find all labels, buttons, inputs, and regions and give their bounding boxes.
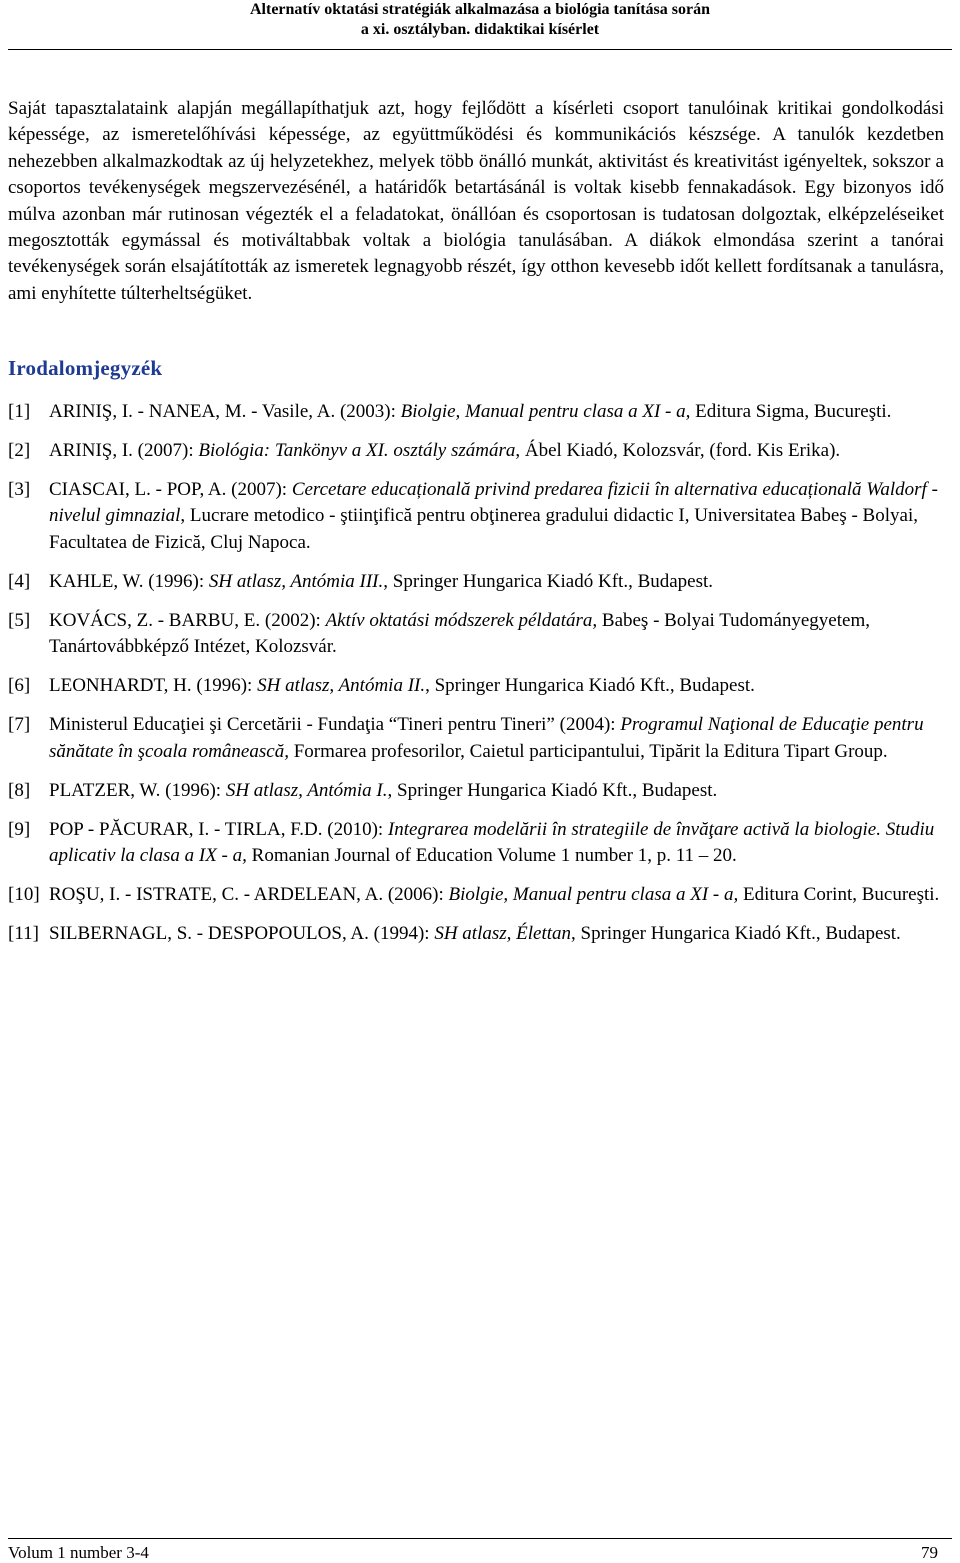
reference-text: KOVÁCS, Z. - BARBU, E. (2002): Aktív oktatási módszerek példatára, Babeş - Bolyai Tudományegyetem, Tanártovábbképző Intézet, Kolozsvár. <box>49 609 870 658</box>
reference-text: Ministerul Educaţiei şi Cercetării - Fundaţia “Tineri pentru Tineri” (2004): Programul Naţional de Educaţie pentru sănătate în şcoala românească, Formarea profesorilor, Caietul participantului, Tipărit la Editura Tipart Group. <box>49 714 924 762</box>
references-heading: Irodalomjegyzék <box>8 356 163 380</box>
reference-item <box>8 438 944 464</box>
reference-text: ARINIŞ, I. (2007): Biológia: Tankönyv a XI. osztály számára, Ábel Kiadó, Kolozsvár, (ford. Kis Erika). <box>49 440 841 461</box>
reference-item <box>8 673 944 699</box>
reference-item <box>8 569 944 595</box>
header-title-line1: Alternatív oktatási stratégiák alkalmazása a biológia tanítása során <box>250 1 710 18</box>
header-title-line2: a xi. osztályban. didaktikai kísérlet <box>360 21 600 38</box>
reference-text: ARINIŞ, I. - NANEA, M. - Vasile, A. (2003): Biolgie, Manual pentru clasa a XI - a, Editura Sigma, Bucureşti. <box>49 401 892 422</box>
reference-item <box>8 477 944 556</box>
reference-number: [3] <box>8 479 31 500</box>
page-number: 79 <box>921 1543 938 1562</box>
reference-item <box>8 712 944 765</box>
running-header <box>0 0 960 52</box>
reference-number: [5] <box>8 609 31 631</box>
reference-number: [11] <box>8 923 39 945</box>
reference-number: [8] <box>8 779 31 801</box>
reference-item <box>8 817 944 870</box>
reference-text: PLATZER, W. (1996): SH atlasz, Antómia I., Springer Hungarica Kiadó Kft., Budapest. <box>49 779 718 801</box>
reference-list <box>8 399 944 960</box>
reference-number: [1] <box>8 401 31 422</box>
reference-text: SILBERNAGL, S. - DESPOPOULOS, A. (1994): SH atlasz, Élettan, Springer Hungarica Kiadó Kft., Budapest. <box>49 923 901 945</box>
reference-item <box>8 608 944 661</box>
reference-number: [4] <box>8 570 31 592</box>
reference-number: [10] <box>8 884 40 906</box>
footer-divider <box>8 1538 952 1539</box>
reference-text: POP - PĂCURAR, I. - TIRLA, F.D. (2010): Integrarea modelării în strategiile de învăţare activă la biologie. Studiu aplicativ la clasa a IX - a, Romanian Journal of Education Volume 1 number 1, p. 11 – 20. <box>49 818 935 867</box>
reference-number: [7] <box>8 714 31 736</box>
page-footer <box>8 1543 938 1563</box>
body-paragraph: Saját tapasztalataink alapján megállapíthatjuk azt, hogy fejlődött a kísérleti csoport tanulóinak kritikai gondolkodási képessége, az ismeretelőhívási képessége, az együttműködési és kommunikációs készsége. A tanulók kezdetben nehezebben alkalmazkodtak az új helyzetekhez, melyek több önálló munkát, aktivitást és kreativitást igényeltek, sokszor a csoportos tevékenységek megszervezésénél, a határidők betartásánál is voltak kisebb fennakadások. Egy bizonyos idő múlva azonban már rutinosan végezték el a feladatokat, önállóan és csoportosan is tudatosan dolgoztak, elképzeléseiket megosztották egymással és motiváltabbak voltak a biológia tanulásában. A diákok elmondása szerint a tanórai tevékenységek során elsajátították az ismeretek legnagyobb részét, így otthon kevesebb időt kellett fordítsanak a tanulásra, ami enyhítette túlterheltségüket. <box>8 98 944 304</box>
reference-text: KAHLE, W. (1996): SH atlasz, Antómia III., Springer Hungarica Kiadó Kft., Budapest. <box>49 570 714 592</box>
reference-item <box>8 882 944 908</box>
footer-volume: Volum 1 number 3-4 <box>8 1543 149 1562</box>
reference-number: [6] <box>8 675 31 697</box>
reference-item <box>8 778 944 804</box>
reference-text: ROŞU, I. - ISTRATE, C. - ARDELEAN, A. (2006): Biolgie, Manual pentru clasa a XI - a, Editura Corint, Bucureşti. <box>49 884 940 906</box>
reference-number: [2] <box>8 440 31 461</box>
reference-number: [9] <box>8 818 31 840</box>
reference-item <box>8 399 944 425</box>
reference-text: CIASCAI, L. - POP, A. (2007): Cercetare educațională privind predarea fizicii în alternativa educațională Waldorf - nivelul gimnazial, Lucrare metodico - ştiinţifică pentru obţinerea gradului didactic I, Universitatea Babeş - Bolyai, Facultatea de Fizică, Cluj Napoca. <box>49 479 938 553</box>
header-divider <box>8 49 952 50</box>
reference-item <box>8 921 944 947</box>
reference-text: LEONHARDT, H. (1996): SH atlasz, Antómia II., Springer Hungarica Kiadó Kft., Budapest. <box>49 675 755 697</box>
